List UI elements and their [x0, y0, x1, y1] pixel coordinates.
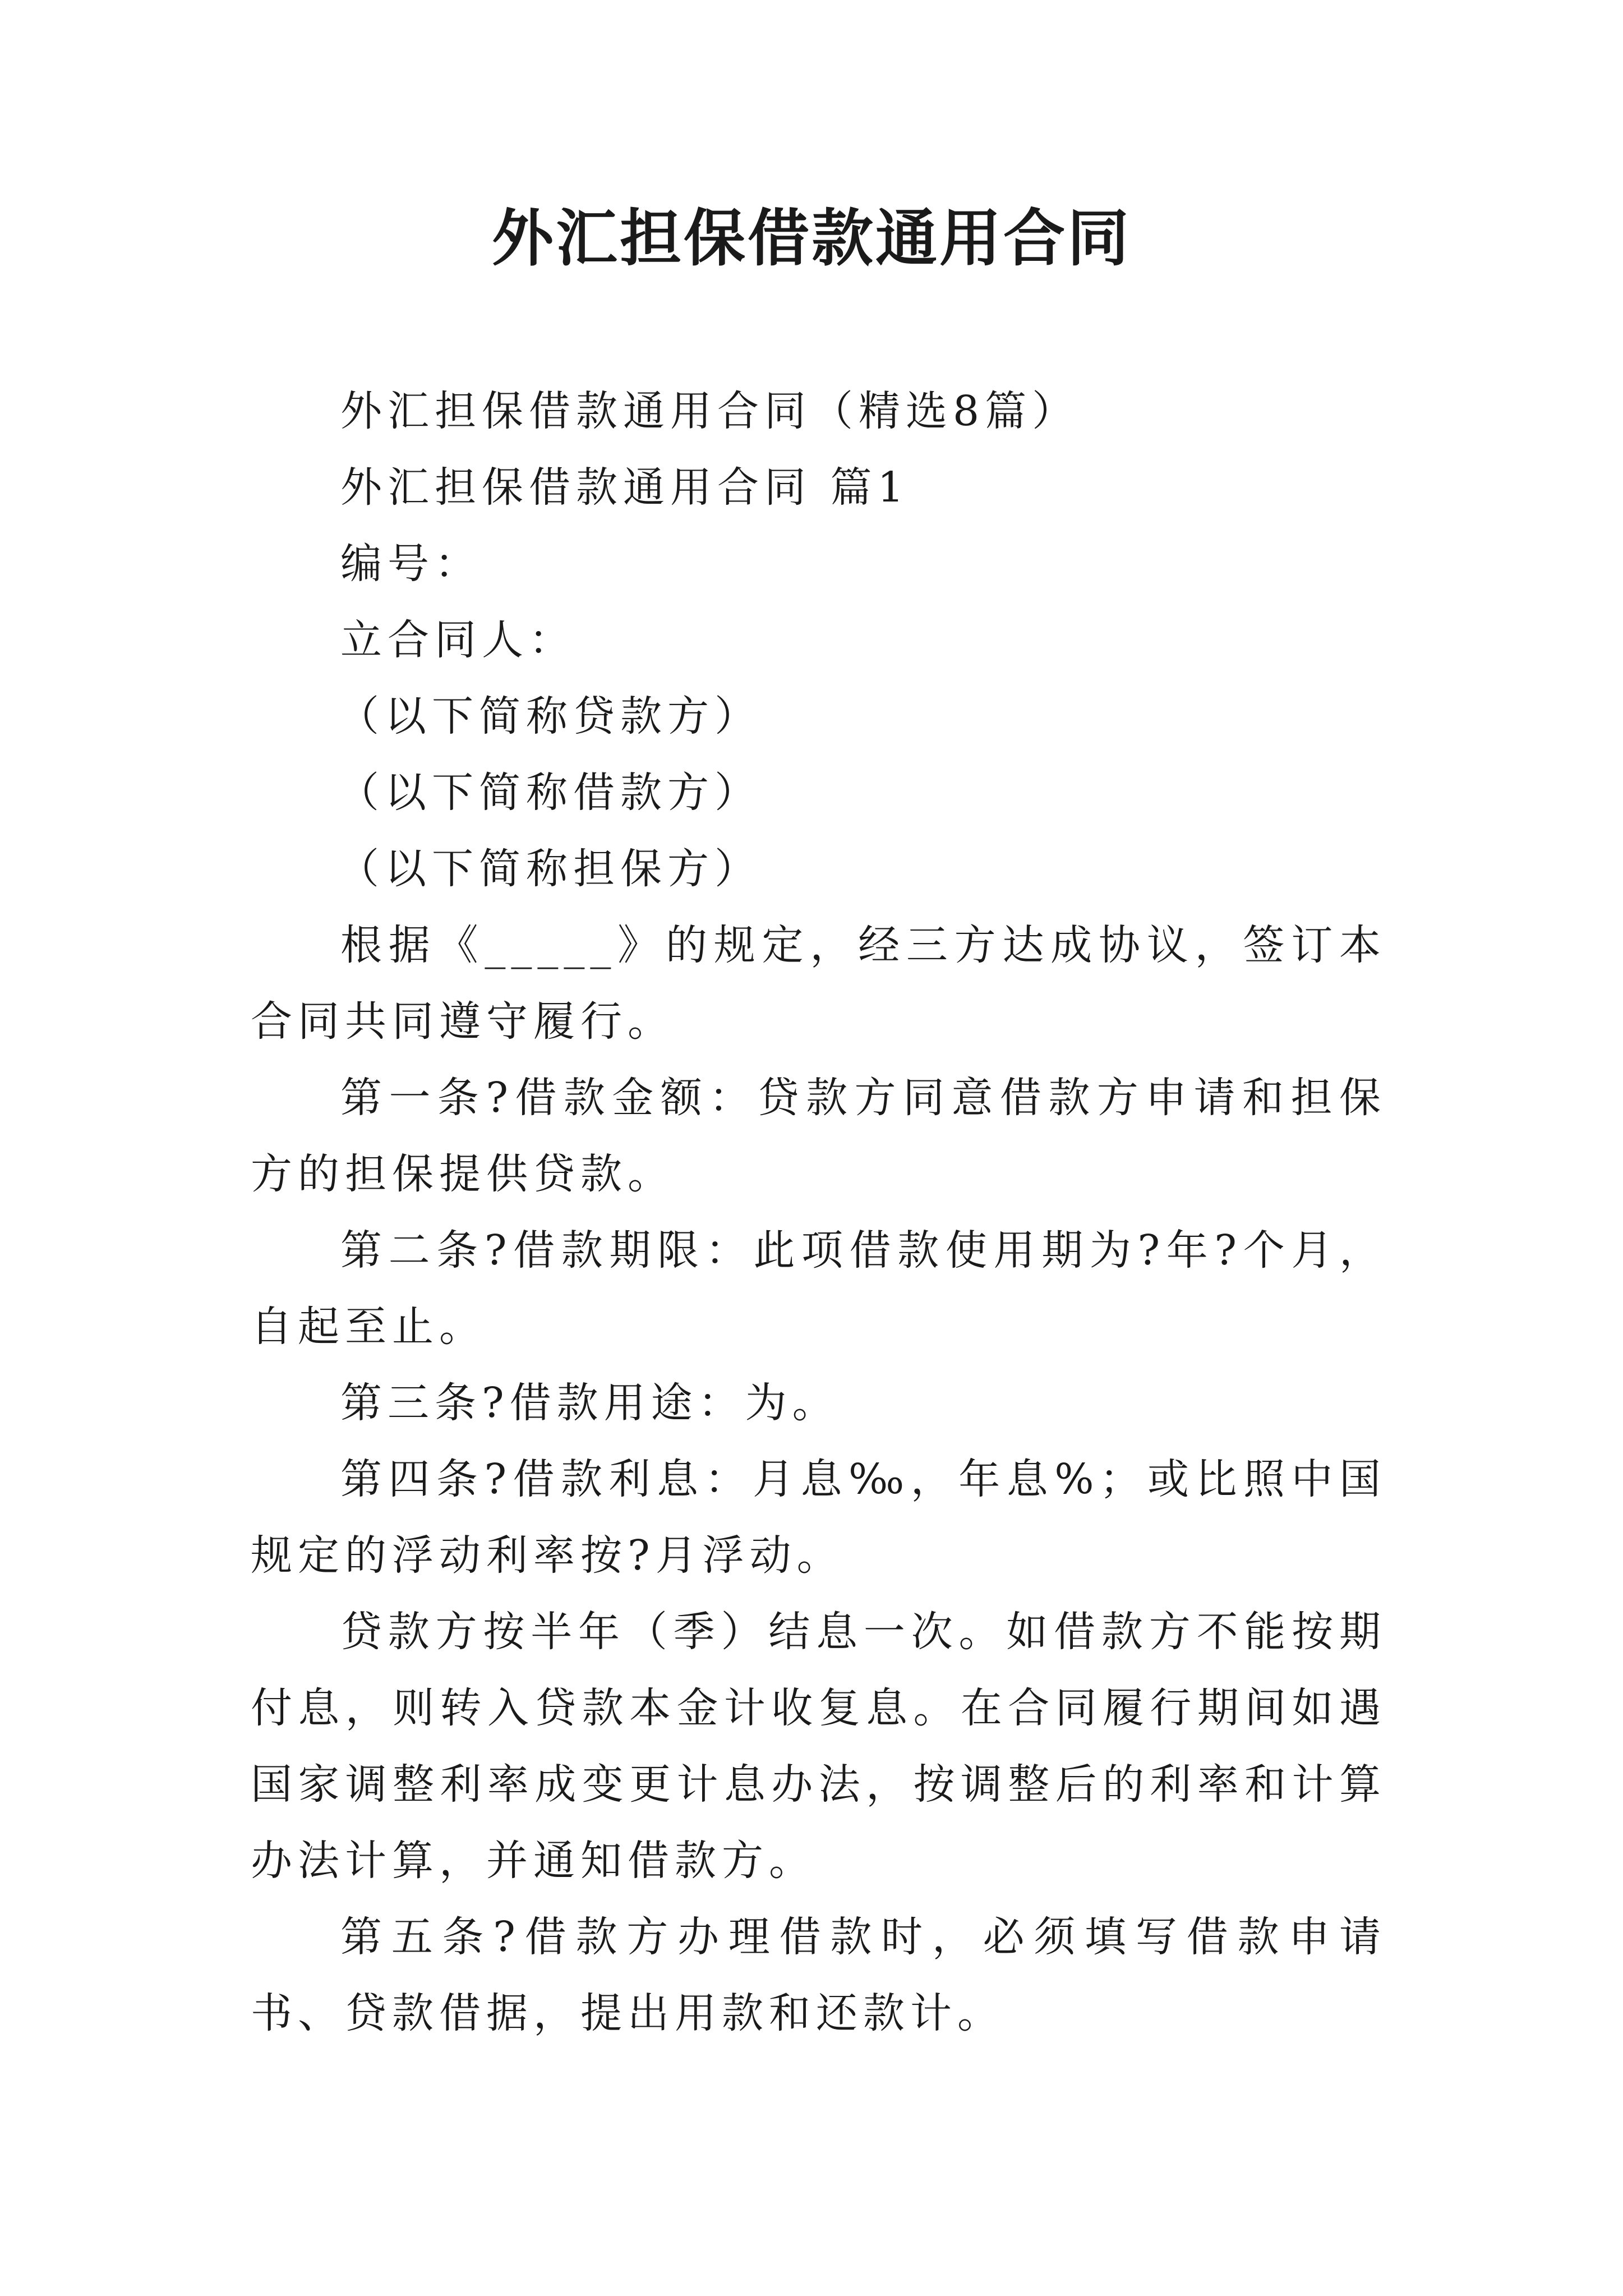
paragraph-article-5: 第五条?借款方办理借款时，必须填写借款申请书、贷款借据，提出用款和还款计。: [251, 1913, 1386, 2037]
document-title: 外汇担保借款通用合同: [492, 203, 1131, 274]
paragraph-interest-settlement: 贷款方按半年（季）结息一次。如借款方不能按期付息，则转入贷款本金计收复息。在合同履行期间如遇国家调整利率成变更计息办法，按调整后的利率和计算办法计算，并通知借款方。: [251, 1608, 1386, 1885]
paragraph-article-2: 第二条?借款期限：此项借款使用期为?年?个月，自起至止。: [251, 1226, 1386, 1351]
paragraph-borrower: （以下简称借款方）: [338, 769, 762, 817]
document-body: [251, 373, 1386, 2051]
paragraph-preamble: 根据《_____》的规定，经三方达成协议，签订本合同共同遵守履行。: [251, 921, 1386, 1046]
paragraph-lender: （以下简称贷款方）: [338, 692, 762, 740]
paragraph-subtitle: 外汇担保借款通用合同（精选8篇）: [340, 387, 1080, 435]
paragraph-guarantor: （以下简称担保方）: [338, 845, 762, 893]
paragraph-contracting-parties: 立合同人：: [340, 616, 576, 664]
paragraph-article-1: 第一条?借款金额：贷款方同意借款方申请和担保方的担保提供贷款。: [251, 1074, 1386, 1198]
paragraph-article-4: 第四条?借款利息：月息‰，年息%；或比照中国规定的浮动利率按?月浮动。: [251, 1455, 1386, 1580]
paragraph-article-3: 第三条?借款用途：为。: [340, 1379, 840, 1427]
paragraph-section-heading: 外汇担保借款通用合同 篇1: [340, 463, 910, 512]
paragraph-contract-number: 编号：: [340, 540, 482, 588]
